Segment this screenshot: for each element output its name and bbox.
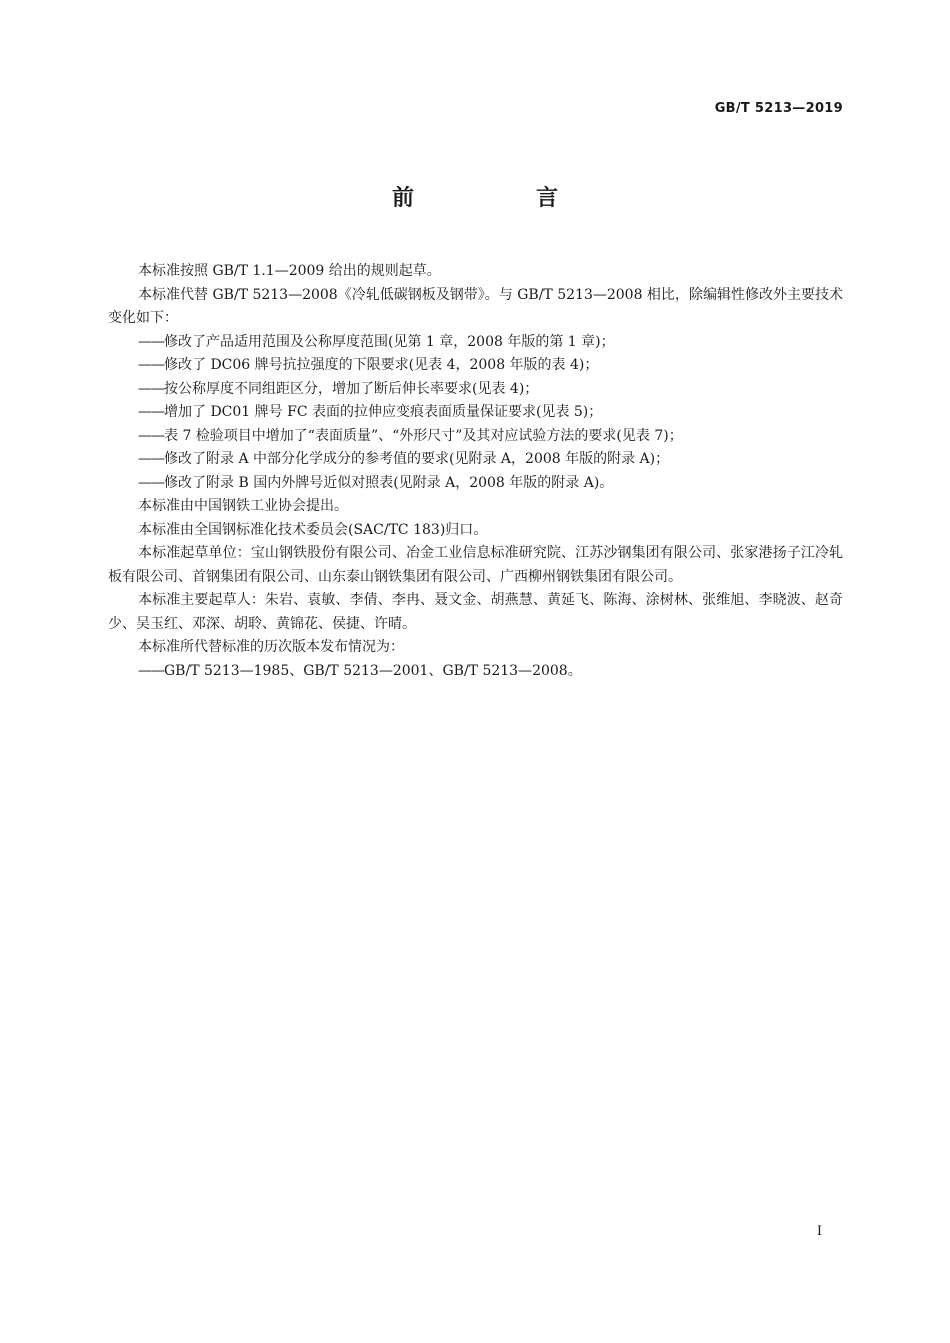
standard-number: GB/T 5213—2019 — [714, 101, 843, 116]
dash-marker: —— — [138, 662, 164, 679]
drafting-units-paragraph: 本标准起草单位：宝山钢铁股份有限公司、冶金工业信息标准研究院、江苏沙钢集团有限公司、张家港扬子江冷轧板有限公司、首钢集团有限公司、山东泰山钢铁集团有限公司、广西柳州钢铁集团有限公司。 — [108, 545, 843, 585]
dash-marker: —— — [138, 474, 164, 491]
page-number: I — [816, 1224, 822, 1239]
dash-marker: —— — [138, 380, 164, 397]
change-item — [108, 425, 843, 449]
committee-paragraph: 本标准由全国钢标准化技术委员会(SAC/TC 183)归口。 — [138, 521, 488, 538]
drafters-paragraph: 本标准主要起草人：朱岩、袁敏、李倩、李冉、聂文金、胡燕慧、黄延飞、陈海、涂树林、张维旭、李晓波、赵奇少、吴玉红、邓深、胡聆、黄锦花、侯捷、许晴。 — [108, 592, 843, 632]
change-item-text: 修改了 DC06 牌号抗拉强度的下限要求(见表 4，2008 年版的表 4)； — [164, 357, 599, 373]
change-item — [108, 472, 843, 496]
foreword-body — [108, 260, 843, 683]
page-title: 前 言 — [391, 186, 608, 211]
history-versions: GB/T 5213—1985、GB/T 5213—2001、GB/T 5213—2008。 — [164, 662, 582, 679]
change-item — [108, 378, 843, 402]
change-item-text: 修改了产品适用范围及公称厚度范围(见第 1 章，2008 年版的第 1 章)； — [164, 333, 615, 350]
history-item — [108, 660, 843, 684]
change-item-text: 增加了 DC01 牌号 FC 表面的拉伸应变痕表面质量保证要求(见表 5)； — [164, 404, 603, 420]
change-item — [108, 331, 843, 355]
history-paragraph: 本标准所代替标准的历次版本发布情况为： — [138, 639, 404, 655]
proposer-paragraph: 本标准由中国钢铁工业协会提出。 — [138, 498, 348, 514]
change-item-text: 表 7 检验项目中增加了“表面质量”、“外形尺寸”及其对应试验方法的要求(见表 7)； — [164, 427, 683, 444]
change-item-text: 修改了附录 B 国内外牌号近似对照表(见附录 A，2008 年版的附录 A)。 — [164, 474, 614, 491]
dash-marker: —— — [138, 333, 164, 350]
dash-marker: —— — [138, 427, 164, 444]
drafting-rules-paragraph: 本标准按照 GB/T 1.1—2009 给出的规则起草。 — [138, 263, 441, 279]
dash-marker: —— — [138, 357, 164, 373]
replacement-paragraph: 本标准代替 GB/T 5213—2008《冷轧低碳钢板及钢带》。与 GB/T 5213—2008 相比，除编辑性修改外主要技术变化如下： — [108, 286, 843, 326]
dash-marker: —— — [138, 451, 164, 467]
change-item — [108, 354, 843, 378]
dash-marker: —— — [138, 404, 164, 420]
change-item-text: 按公称厚度不同组距区分，增加了断后伸长率要求(见表 4)； — [164, 380, 539, 397]
change-item — [108, 448, 843, 472]
change-item-text: 修改了附录 A 中部分化学成分的参考值的要求(见附录 A，2008 年版的附录 A)； — [164, 451, 670, 467]
change-item — [108, 401, 843, 425]
